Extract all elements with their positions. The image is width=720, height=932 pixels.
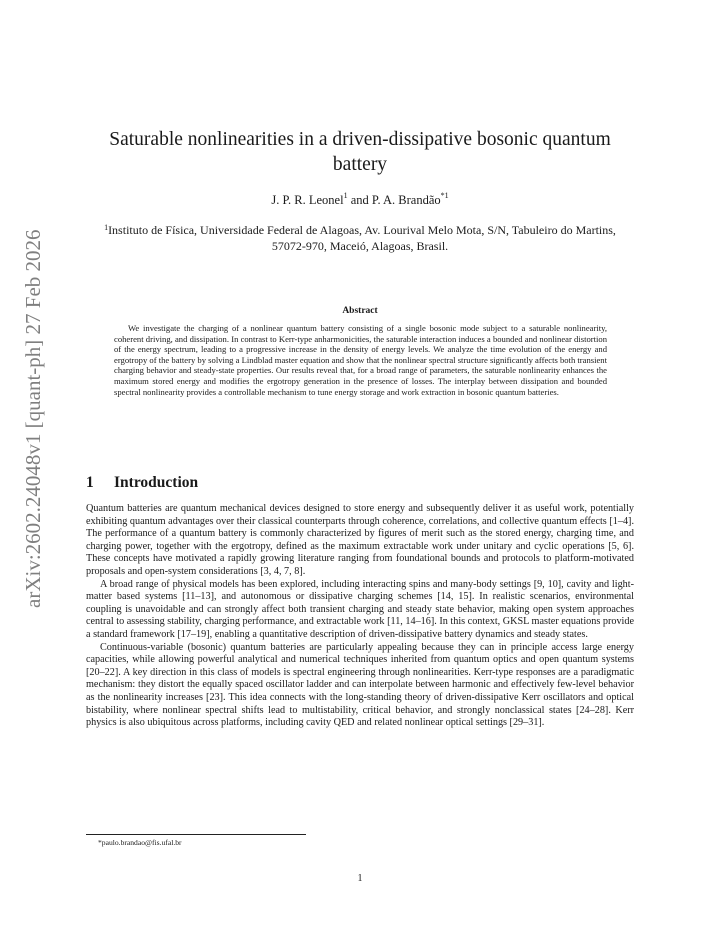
paragraph: A broad range of physical models has been explored, including interacting spins and many-body settings [9, 10], cavity and light-matter based systems [11–13], and autonomous or dissipative charging schemes [14, 15]. In realistic scenarios, environmental coupling is unavoidable and can strongly affect both transient charging and steady state behavior, making open system approaches central to assessing stability, charging performance, and extractable work [11, 14–16]. In this context, GKSL master equations provide a standard framework [17–19], enabling a quantitative description of driven-dissipative battery dynamics and steady states. — [86, 578, 634, 640]
affiliation-mark: 1 — [104, 223, 109, 232]
corresponding-mark: *1 — [440, 191, 449, 200]
page-number: 1 — [357, 873, 363, 884]
affiliation — [90, 222, 630, 254]
abstract-body: We investigate the charging of a nonlinear quantum battery consisting of a single bosonic mode subject to a saturable nonlinearity, coherent driving, and dissipation. In contrast to Kerr-type anharmonicities, the saturable interaction induces a bounded and nonlinear distortion of the energy spectrum, leading to a progressive increase in the density of energy levels. We analyze the time evolution of the energy and ergotropy of the battery by solving a Lindblad master equation and show that the nonlinear spectral structure significantly affects both transient charging behavior and steady-state properties. Our results reveal that, for a broad range of parameters, the saturable nonlinearity enhances the maximum stored energy and modifies the ergotropy generation in the presence of losses. The interplay between dissipation and bounded spectral nonlinearity provides a controllable mechanism to tune energy storage and work extraction in bosonic quantum batteries. — [114, 323, 607, 397]
section-title: Introduction — [114, 474, 199, 491]
paper-title: Saturable nonlinearities in a driven-dissipative bosonic quantum battery — [109, 129, 611, 175]
arxiv-identifier: arXiv:2602.24048v1 [quant-ph] 27 Feb 2026 — [21, 229, 45, 608]
author-separator: and — [347, 193, 372, 207]
introduction-body — [86, 503, 634, 730]
paragraph: Quantum batteries are quantum mechanical devices designed to store energy and subsequently deliver it as useful work, potentially exhibiting quantum advantages over their classical counterparts through coherence, correlations, and collective quantum effects [1–4]. The performance of a quantum battery is commonly characterized by figures of merit such as the stored energy, charging time, and charging power, together with the ergotropy, defined as the maximum extractable work under unitary and cyclic operations [5, 6]. These concepts have motivated a rapidly growing literature ranging from foundational bounds and protocols to platform-motivated proposals and open-system considerations [3, 4, 7, 8]. — [86, 503, 634, 577]
abstract-heading: Abstract — [342, 306, 378, 316]
paragraph: Continuous-variable (bosonic) quantum batteries are particularly appealing because they can in principle access large energy capacities, while allowing powerful analytical and numerical techniques inherited from quantum optics and open quantum systems [20–22]. A key direction in this class of models is spectral engineering through nonlinearities. Kerr-type responses are a paradigmatic mechanism: they distort the equally spaced oscillator ladder and can interpolate between harmonic and effectively few-level behavior as the nonlinearity increases [23]. This idea connects with the long-standing theory of driven-dissipative Kerr oscillators and optical bistability, where nonlinear spectral shifts lead to multistability, critical behavior, and strongly nonclassical states [24–28]. Kerr physics is also ubiquitous across platforms, including cavity QED and related nonlinear optical settings [29–31]. — [86, 641, 634, 729]
author-leonel: J. P. R. Leonel — [271, 193, 344, 207]
affiliation-text: Instituto de Física, Universidade Federal de Alagoas, Av. Lourival Melo Mota, S/N, Tabuleiro do Martins, 57072-970, Maceió, Alagoas, Brasil. — [108, 223, 616, 253]
footnote-email: *paulo.brandao@fis.ufal.br — [98, 838, 182, 847]
footnote-rule — [86, 834, 306, 835]
section-number: 1 — [86, 474, 94, 491]
section-heading — [86, 474, 198, 492]
affiliation-mark: 1 — [343, 191, 348, 200]
author-list — [90, 193, 630, 208]
author-brandao: P. A. Brandão — [371, 193, 441, 207]
